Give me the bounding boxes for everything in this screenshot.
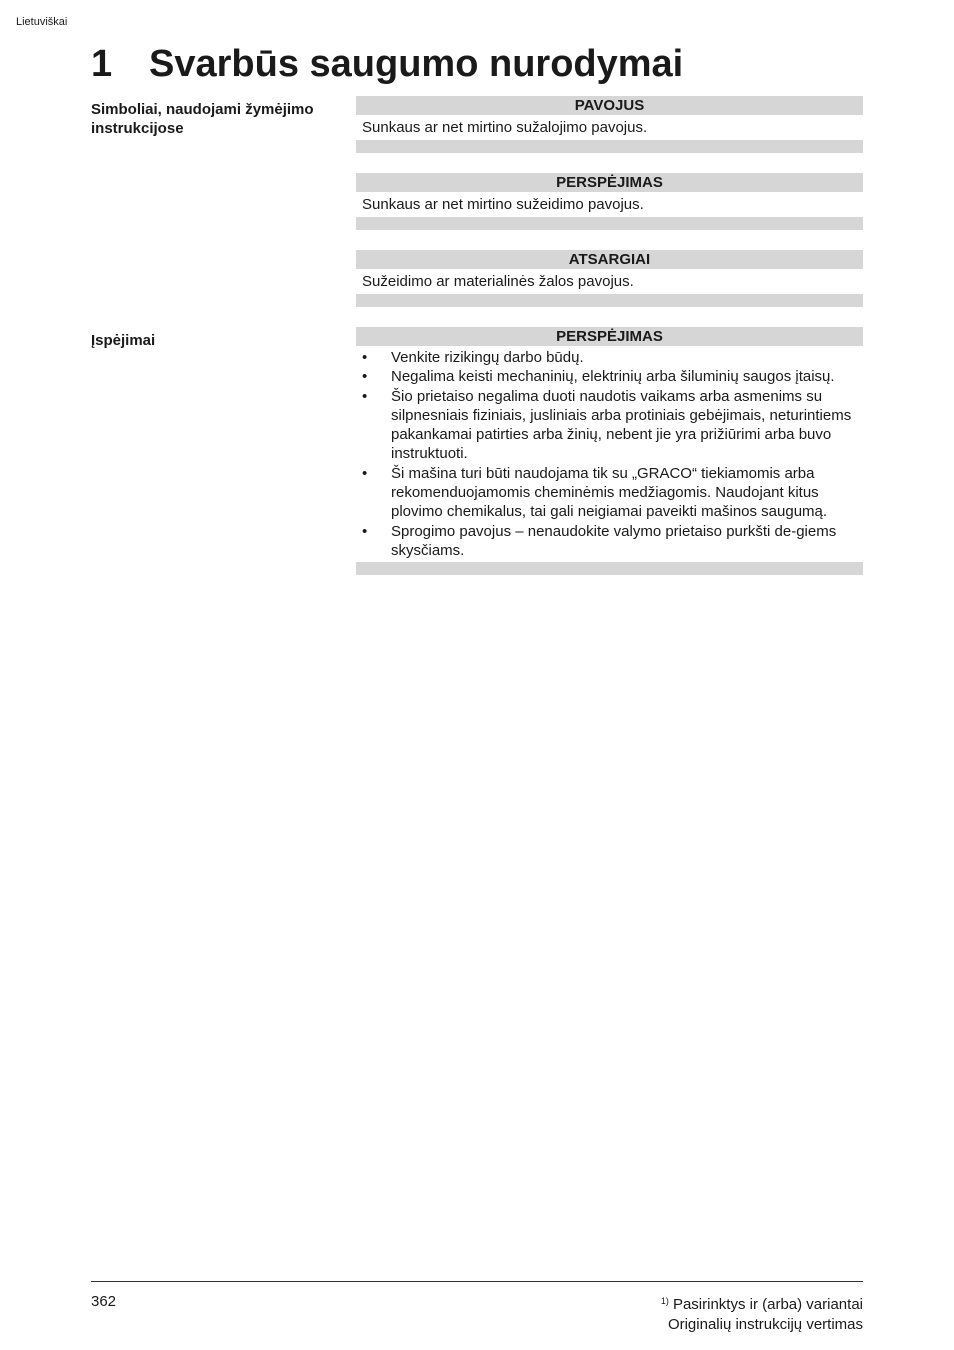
warning-text: Sunkaus ar net mirtino sužeidimo pavojus.: [362, 196, 644, 213]
list-item-text: Negalima keisti mechaninių, elektrinių arba šiluminių saugos įtaisų.: [391, 368, 835, 386]
symbols-section-label: Simboliai, naudojami žymėjimo instrukcijose: [91, 101, 314, 137]
list-item-text: Sprogimo pavojus – nenaudokite valymo prietaiso purkšti de-giems skysčiams.: [391, 522, 837, 559]
warning-heading: PERSPĖJIMAS: [356, 173, 863, 192]
warning-box: [356, 173, 863, 230]
translation-note: Originalių instrukcijų vertimas: [667, 1315, 863, 1333]
list-item-text: Šio prietaiso negalima duoti naudotis vaikams arba asmenims su silpnesniais fiziniais, jusliniais arba protiniais gebėjimais, neturintiems pakankamai patirties arba žinių, nebent jie yra prižiūrimi arba buvo instruktuoti.: [391, 387, 852, 463]
page-title: [91, 40, 683, 88]
language-label: Lietuviškai: [16, 16, 68, 28]
list-item: [362, 522, 857, 561]
footer-divider: [91, 1281, 863, 1282]
bullet-icon: •: [362, 349, 368, 366]
list-item-text: Venkite rizikingų darbo būdų.: [391, 349, 584, 366]
caution-text: Sužeidimo ar materialinės žalos pavojus.: [362, 273, 634, 290]
bullet-icon: •: [362, 368, 368, 386]
list-item: [362, 367, 857, 386]
danger-box: [356, 96, 863, 153]
warnings-box: [356, 327, 863, 575]
chapter-number: 1: [91, 43, 113, 85]
warnings-heading: PERSPĖJIMAS: [356, 327, 863, 346]
warnings-section-label: Įspėjimai: [91, 332, 156, 349]
box-footer-band: [356, 140, 863, 153]
caution-heading: ATSARGIAI: [356, 250, 863, 269]
footnote: [661, 1292, 863, 1315]
page-number: 362: [91, 1293, 117, 1310]
list-item: [362, 348, 857, 367]
footnote-marker: 1): [660, 1296, 669, 1306]
bullet-icon: •: [362, 522, 368, 540]
bullet-icon: •: [362, 464, 368, 482]
list-item: [362, 464, 857, 522]
danger-heading: PAVOJUS: [356, 96, 863, 115]
caution-box: [356, 250, 863, 307]
box-footer-band: [356, 562, 863, 575]
list-item: [362, 387, 857, 464]
danger-text: Sunkaus ar net mirtino sužalojimo pavojus.: [362, 119, 648, 136]
footnote-text: Pasirinktys ir (arba) variantai: [672, 1296, 863, 1313]
list-item-text: Ši mašina turi būti naudojama tik su „GRACO“ tiekiamomis arba rekomenduojamomis cheminėmis medžiagomis. Naudojant kitus plovimo chemikalus, tai gali neigiamai paveikti mašinos saugumą.: [391, 464, 828, 521]
chapter-title: Svarbūs saugumo nurodymai: [149, 43, 684, 85]
bullet-icon: •: [362, 387, 368, 405]
warnings-list: [362, 348, 857, 560]
footer-notes: [661, 1292, 863, 1334]
box-footer-band: [356, 217, 863, 230]
warnings-body: [356, 346, 863, 562]
box-footer-band: [356, 294, 863, 307]
